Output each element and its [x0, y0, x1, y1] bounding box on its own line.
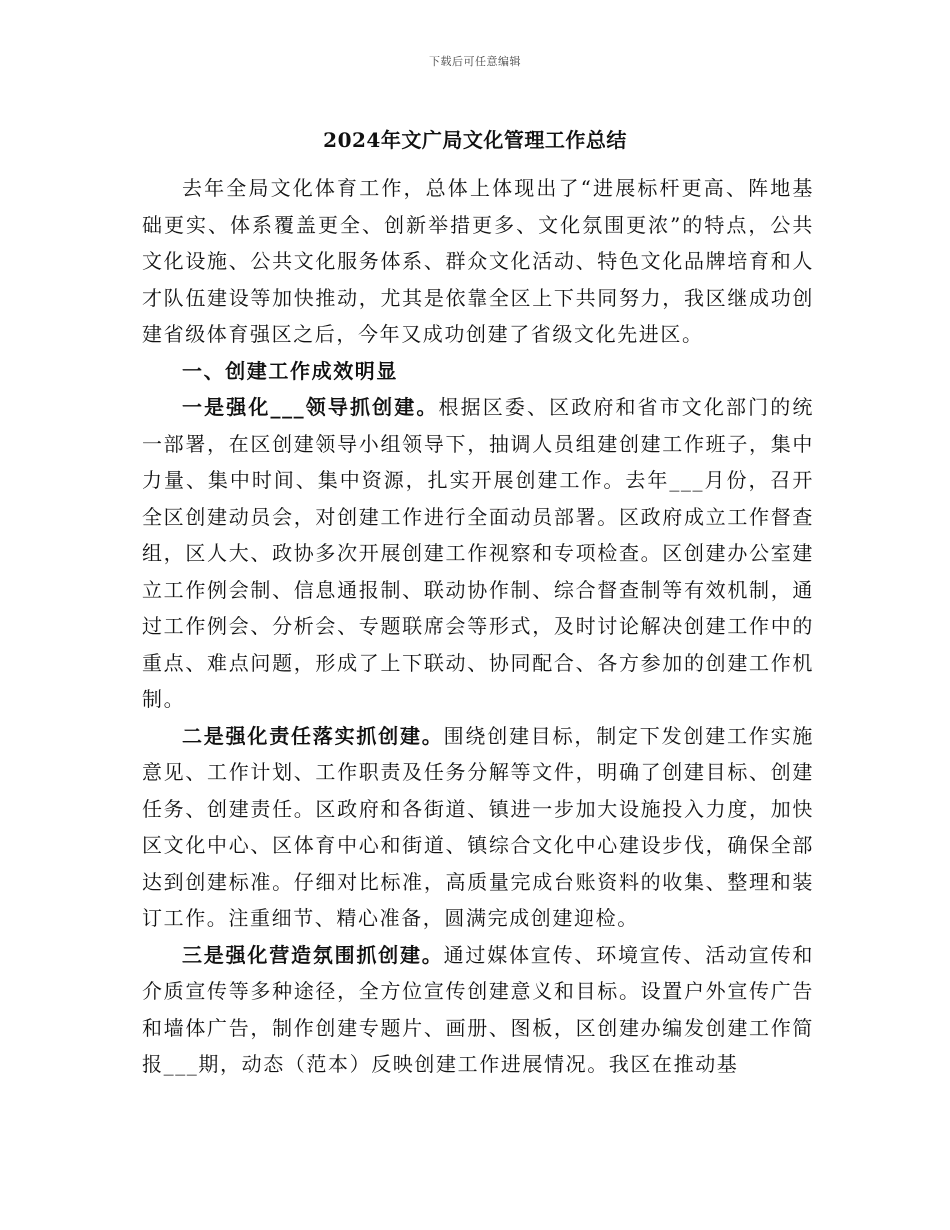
paragraph-2-text: 围绕创建目标，制定下发创建工作实施意见、工作计划、工作职责及任务分解等文件，明确了创建目标、创建任务、创建责任。区政府和各街道、镇进一步加大设施投入力度，加快区文化中心、区体育中心和街道、镇综合文化中心建设步伐，确保全部达到创建标准。仔细对比标准，高质量完成台账资料的收集、整理和装订工作。注重细节、精心准备，圆满完成创建迎检。 [142, 723, 815, 930]
paragraph-3 [142, 937, 814, 1083]
paragraph-2 [142, 718, 814, 937]
paragraph-1-text: 根据区委、区政府和省市文化部门的统一部署，在区创建领导小组领导下，抽调人员组建创建工作班子，集中力量、集中时间、集中资源，扎实开展创建工作。去年___月份，召开全区创建动员会，对创建工作进行全面动员部署。区政府成立工作督查组，区人大、政协多次开展创建工作视察和专项检查。区创建办公室建立工作例会制、信息通报制、联动协作制、综合督查制等有效机制，通过工作例会、分析会、专题联席会等形式，及时讨论解决创建工作中的重点、难点问题，形成了上下联动、协同配合、各方参加的创建工作机制。 [142, 395, 814, 711]
section-heading-1: 一、创建工作成效明显 [182, 358, 398, 383]
paragraph-3-text: 通过媒体宣传、环境宣传、活动宣传和介质宣传等多种途径，全方位宣传创建意义和目标。设置户外宣传广告和墙体广告，制作创建专题片、画册、图板，区创建办编发创建工作简报___期，动态（范本）反映创建工作进展情况。我区在推动基 [142, 942, 815, 1076]
header-note: 下载后可任意编辑 [429, 55, 521, 68]
paragraph-1-lead: 一是强化___领导抓创建。 [182, 395, 439, 419]
document-body [142, 170, 814, 1083]
intro-paragraph: 去年全局文化体育工作，总体上体现出了“进展标杆更高、阵地基础更实、体系覆盖更全、创新举措更多、文化氛围更浓”的特点，公共文化设施、公共文化服务体系、群众文化活动、特色文化品牌培育和人才队伍建设等加快推动，尤其是依靠全区上下共同努力，我区继成功创建省级体育强区之后，今年又成功创建了省级文化先进区。 [142, 176, 814, 346]
paragraph-1 [142, 389, 814, 718]
paragraph-3-lead: 三是强化营造氛围抓创建。 [182, 942, 444, 967]
paragraph-2-lead: 二是强化责任落实抓创建。 [182, 723, 444, 748]
document-title: 2024年文广局文化管理工作总结 [323, 128, 627, 152]
